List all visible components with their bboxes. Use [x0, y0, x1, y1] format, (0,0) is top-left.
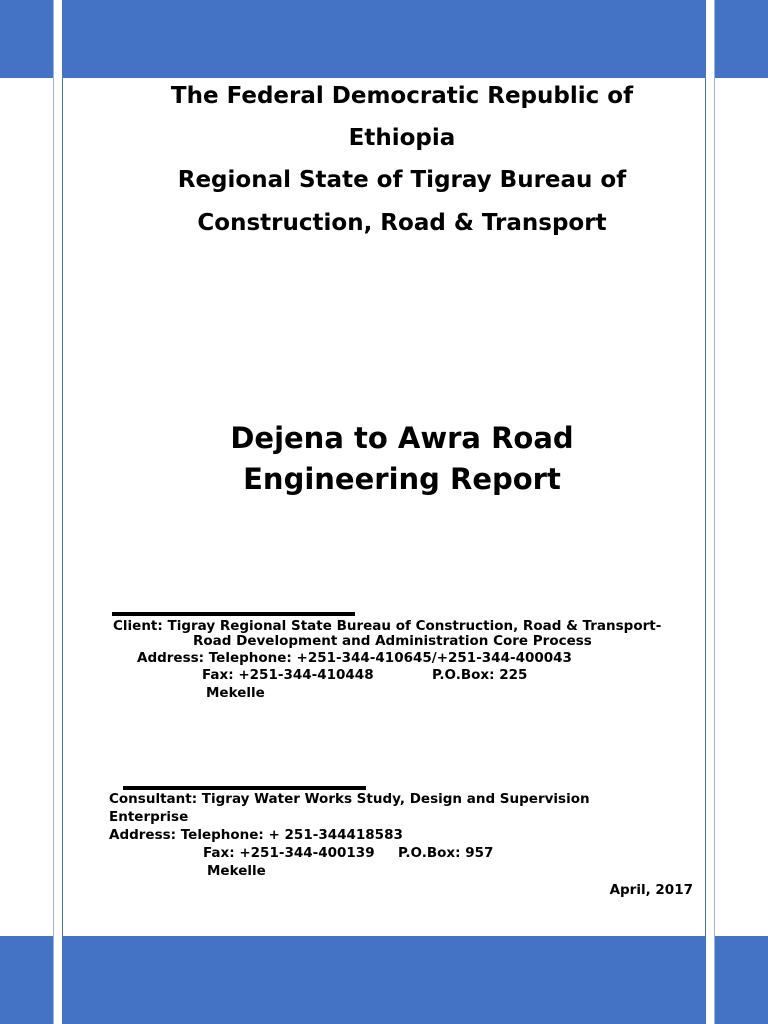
- client-fax: Fax: +251-344-410448: [202, 667, 374, 683]
- frame-line-left-inner: [62, 0, 63, 1024]
- header-line-2: Ethiopia: [348, 125, 456, 151]
- top-center-band: [63, 0, 705, 78]
- bottom-right-band: [715, 936, 768, 1024]
- frame-line-left-outer: [53, 0, 54, 1024]
- consultant-pobox: P.O.Box: 957: [398, 845, 494, 861]
- client-rule: [112, 612, 355, 616]
- consultant-line-1: Consultant: Tigray Water Works Study, Design and Supervision: [109, 791, 590, 807]
- bottom-center-band: [63, 936, 705, 1024]
- bottom-left-band: [0, 936, 53, 1024]
- report-date: April, 2017: [609, 882, 693, 898]
- header-line-4: Construction, Road & Transport: [197, 210, 607, 236]
- consultant-city: Mekelle: [207, 863, 266, 879]
- frame-line-right-inner: [705, 0, 706, 1024]
- client-address: Address: Telephone: +251-344-410645/+251-344-400043: [137, 650, 572, 666]
- header-line-3: Regional State of Tigray Bureau of: [177, 167, 627, 193]
- report-title-line-1: Dejena to Awra Road: [230, 421, 574, 455]
- report-title-line-2: Engineering Report: [243, 462, 561, 496]
- consultant-address: Address: Telephone: + 251-344418583: [109, 827, 403, 843]
- header-line-1: The Federal Democratic Republic of: [170, 83, 634, 109]
- consultant-rule: [123, 786, 366, 790]
- top-left-band: [0, 0, 53, 78]
- client-line-1: Client: Tigray Regional State Bureau of Construction, Road & Transport-: [113, 618, 662, 634]
- client-line-2: Road Development and Administration Core Process: [193, 633, 592, 649]
- client-city: Mekelle: [206, 685, 265, 701]
- consultant-fax: Fax: +251-344-400139: [203, 845, 375, 861]
- consultant-line-2: Enterprise: [109, 809, 189, 825]
- client-pobox: P.O.Box: 225: [432, 667, 528, 683]
- top-right-band: [715, 0, 768, 78]
- frame-line-right-outer: [714, 0, 715, 1024]
